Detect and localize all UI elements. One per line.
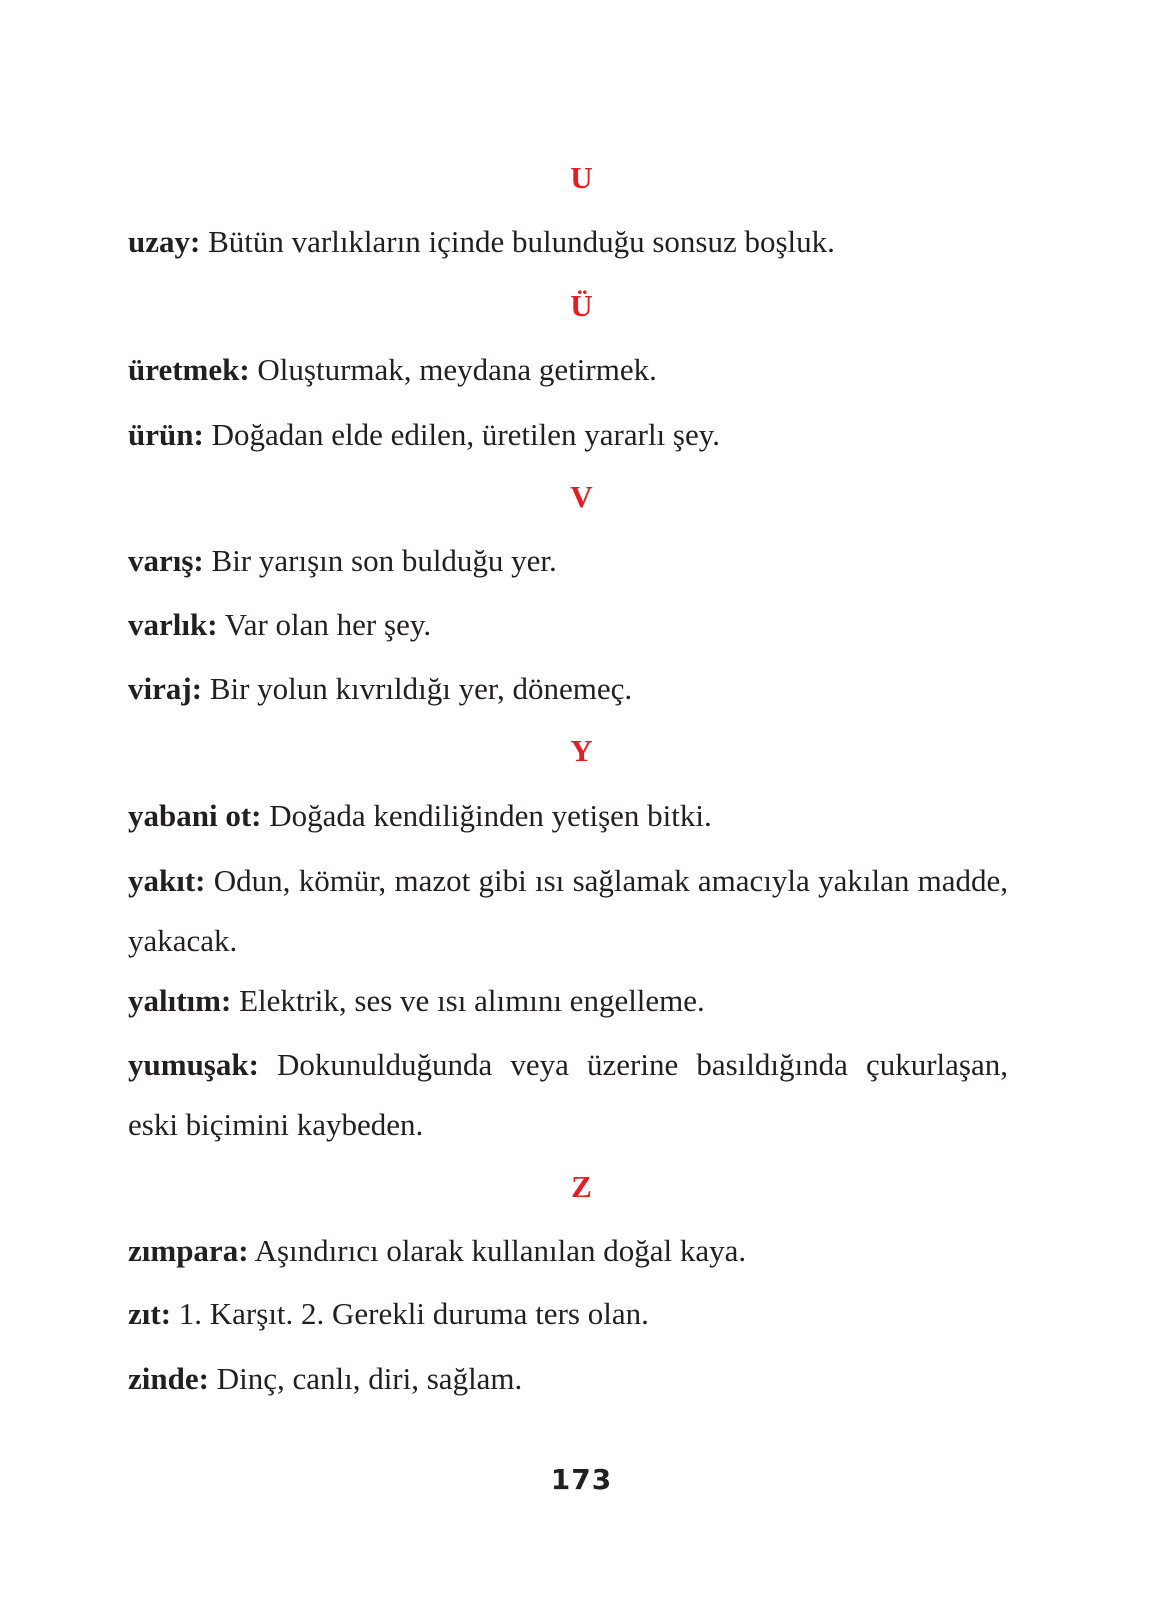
entry-term: zinde: — [128, 1361, 209, 1396]
glossary-entry-viraj — [128, 659, 1008, 719]
glossary-entry-zimpara — [128, 1221, 1008, 1281]
entry-term: yalıtım: — [128, 983, 232, 1018]
glossary-entry-yalitim — [128, 971, 1008, 1031]
entry-definition: Bir yolun kıvrıldığı yer, dönemeç. — [209, 671, 633, 706]
entry-definition: Dinç, canlı, diri, sağlam. — [216, 1361, 523, 1396]
letter-heading-u: U — [570, 160, 593, 195]
letter-heading-u-umlaut: Ü — [570, 288, 593, 323]
entry-term: uzay: — [128, 224, 201, 259]
glossary-entry-varlik — [128, 595, 1008, 655]
letter-heading-v: V — [570, 479, 593, 514]
entry-term: ürün: — [128, 417, 204, 452]
glossary-entry-uzay — [128, 212, 1008, 272]
glossary-entry-zinde — [128, 1349, 1008, 1409]
entry-term: yumuşak: — [128, 1047, 259, 1082]
entry-term: yabani ot: — [128, 798, 262, 833]
page-number: 173 — [550, 1463, 613, 1496]
entry-definition: Elektrik, ses ve ısı alımını engelleme. — [239, 983, 705, 1018]
letter-heading-y: Y — [570, 733, 593, 768]
entry-term: yakıt: — [128, 863, 206, 898]
entry-term: zımpara: — [128, 1233, 249, 1268]
entry-definition: Doğadan elde edilen, üretilen yararlı şey. — [211, 417, 720, 452]
letter-heading-z: Z — [571, 1169, 592, 1204]
entry-definition: Var olan her şey. — [224, 607, 432, 642]
entry-definition: 1. Karşıt. 2. Gerekli duruma ters olan. — [178, 1296, 649, 1331]
glossary-entry-uretmek — [128, 340, 1008, 400]
glossary-entry-yabani-ot — [128, 786, 1008, 846]
entry-term: üretmek: — [128, 352, 250, 387]
glossary-entry-urun — [128, 405, 1008, 465]
entry-term: varlık: — [128, 607, 218, 642]
entry-definition: Oluşturmak, meydana getirmek. — [257, 352, 657, 387]
glossary-entry-zit — [128, 1284, 1008, 1344]
entry-definition: Bütün varlıkların içinde bulunduğu sonsuz boşluk. — [208, 224, 835, 259]
entry-term: varış: — [128, 543, 204, 578]
glossary-entry-yumusak — [128, 1035, 1008, 1155]
entry-term: zıt: — [128, 1296, 172, 1331]
glossary-entry-yakit — [128, 851, 1008, 971]
glossary-entry-varis — [128, 531, 1008, 591]
entry-definition: Doğada kendiliğinden yetişen bitki. — [269, 798, 712, 833]
entry-term: viraj: — [128, 671, 203, 706]
entry-definition: Bir yarışın son bulduğu yer. — [211, 543, 557, 578]
entry-definition: Odun, kömür, mazot gibi ısı sağlamak amacıyla yakılan madde, yakacak. — [128, 863, 1008, 958]
entry-definition: Dokunulduğunda veya üzerine basıldığında çukurlaşan, eski biçimini kaybeden. — [128, 1047, 1009, 1142]
entry-definition: Aşındırıcı olarak kullanılan doğal kaya. — [254, 1233, 747, 1268]
